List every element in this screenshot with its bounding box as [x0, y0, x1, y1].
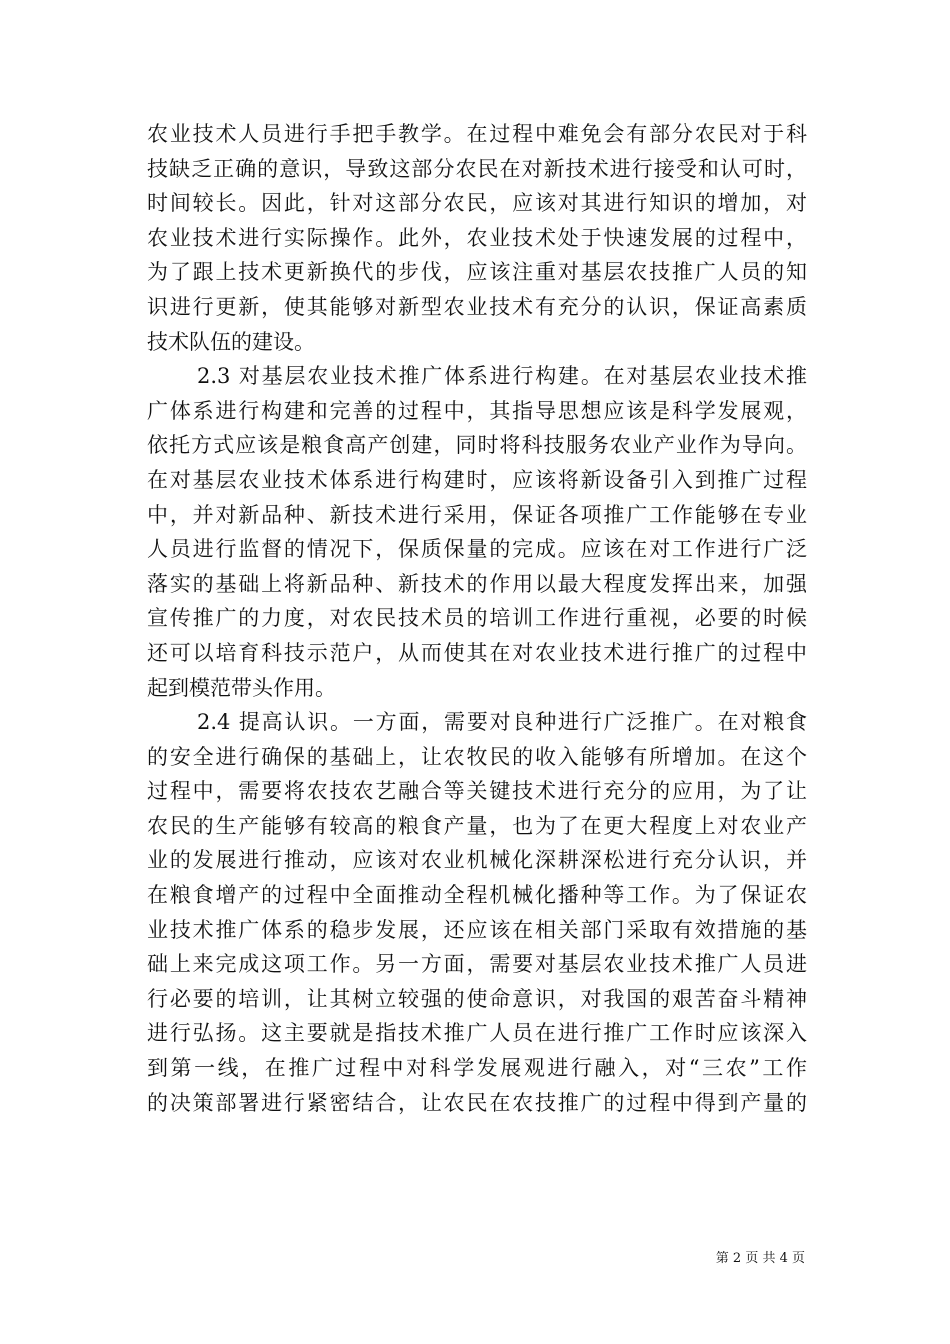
paragraph-2-line-8: 宣传推广的力度，对农民技术员的培训工作进行重视，必要的时候 [147, 606, 807, 631]
body-text [147, 117, 807, 1120]
paragraph-3-line-5: 业的发展进行推动，应该对农业机械化深耕深松进行充分认识，并 [147, 848, 807, 873]
paragraph-2-line-1: 2.3 对基层农业技术推广体系进行构建。在对基层农业技术推 [197, 364, 807, 389]
paragraph-1-line-3: 时间较长。因此，针对这部分农民，应该对其进行知识的增加，对 [147, 191, 807, 216]
paragraph-1-line-7: 技术队伍的建设。 [147, 329, 315, 354]
paragraph-3-line-6: 在粮食增产的过程中全面推动全程机械化播种等工作。为了保证农 [147, 883, 807, 908]
paragraph-2-line-3: 依托方式应该是粮食高产创建，同时将科技服务农业产业作为导向。 [147, 433, 807, 458]
paragraph-2-line-2: 广体系进行构建和完善的过程中，其指导思想应该是科学发展观， [147, 398, 807, 423]
paragraph-2-line-10: 起到模范带头作用。 [147, 675, 336, 700]
paragraph-3-line-8: 础上来完成这项工作。另一方面，需要对基层农业技术推广人员进 [147, 952, 807, 977]
paragraph-2-line-7: 落实的基础上将新品种、新技术的作用以最大程度发挥出来，加强 [147, 571, 807, 596]
paragraph-3-line-1: 2.4 提高认识。一方面，需要对良种进行广泛推广。在对粮食 [197, 710, 807, 735]
paragraph-3-line-10: 进行弘扬。这主要就是指技术推广人员在进行推广工作时应该深入 [147, 1021, 807, 1046]
paragraph-2-line-5: 中，并对新品种、新技术进行采用，保证各项推广工作能够在专业 [147, 502, 807, 527]
paragraph-2-line-6: 人员进行监督的情况下，保质保量的完成。应该在对工作进行广泛 [147, 537, 807, 562]
paragraph-3-line-11: 到第一线，在推广过程中对科学发展观进行融入，对“三农”工作 [147, 1056, 807, 1081]
paragraph-3-line-2: 的安全进行确保的基础上，让农牧民的收入能够有所增加。在这个 [147, 744, 807, 769]
paragraph-1-line-5: 为了跟上技术更新换代的步伐，应该注重对基层农技推广人员的知 [147, 260, 807, 285]
page-number-footer: 第 2 页 共 4 页 [715, 1251, 805, 1266]
paragraph-1-line-2: 技缺乏正确的意识，导致这部分农民在对新技术进行接受和认可时， [147, 156, 807, 181]
paragraph-3-line-4: 农民的生产能够有较高的粮食产量，也为了在更大程度上对农业产 [147, 813, 807, 838]
paragraph-3-line-3: 过程中，需要将农技农艺融合等关键技术进行充分的应用，为了让 [147, 779, 807, 804]
paragraph-3-line-12: 的决策部署进行紧密结合，让农民在农技推广的过程中得到产量的 [147, 1090, 807, 1115]
paragraph-3-line-9: 行必要的培训，让其树立较强的使命意识，对我国的艰苦奋斗精神 [147, 986, 807, 1011]
paragraph-3-line-7: 业技术推广体系的稳步发展，还应该在相关部门采取有效措施的基 [147, 917, 807, 942]
paragraph-1-line-4: 农业技术进行实际操作。此外，农业技术处于快速发展的过程中， [147, 225, 807, 250]
paragraph-2-line-9: 还可以培育科技示范户，从而使其在对农业技术进行推广的过程中 [147, 640, 807, 665]
paragraph-1-line-6: 识进行更新，使其能够对新型农业技术有充分的认识，保证高素质 [147, 294, 807, 319]
paragraph-1-line-1: 农业技术人员进行手把手教学。在过程中难免会有部分农民对于科 [147, 122, 807, 146]
paragraph-2-line-4: 在对基层农业技术体系进行构建时，应该将新设备引入到推广过程 [147, 467, 807, 492]
